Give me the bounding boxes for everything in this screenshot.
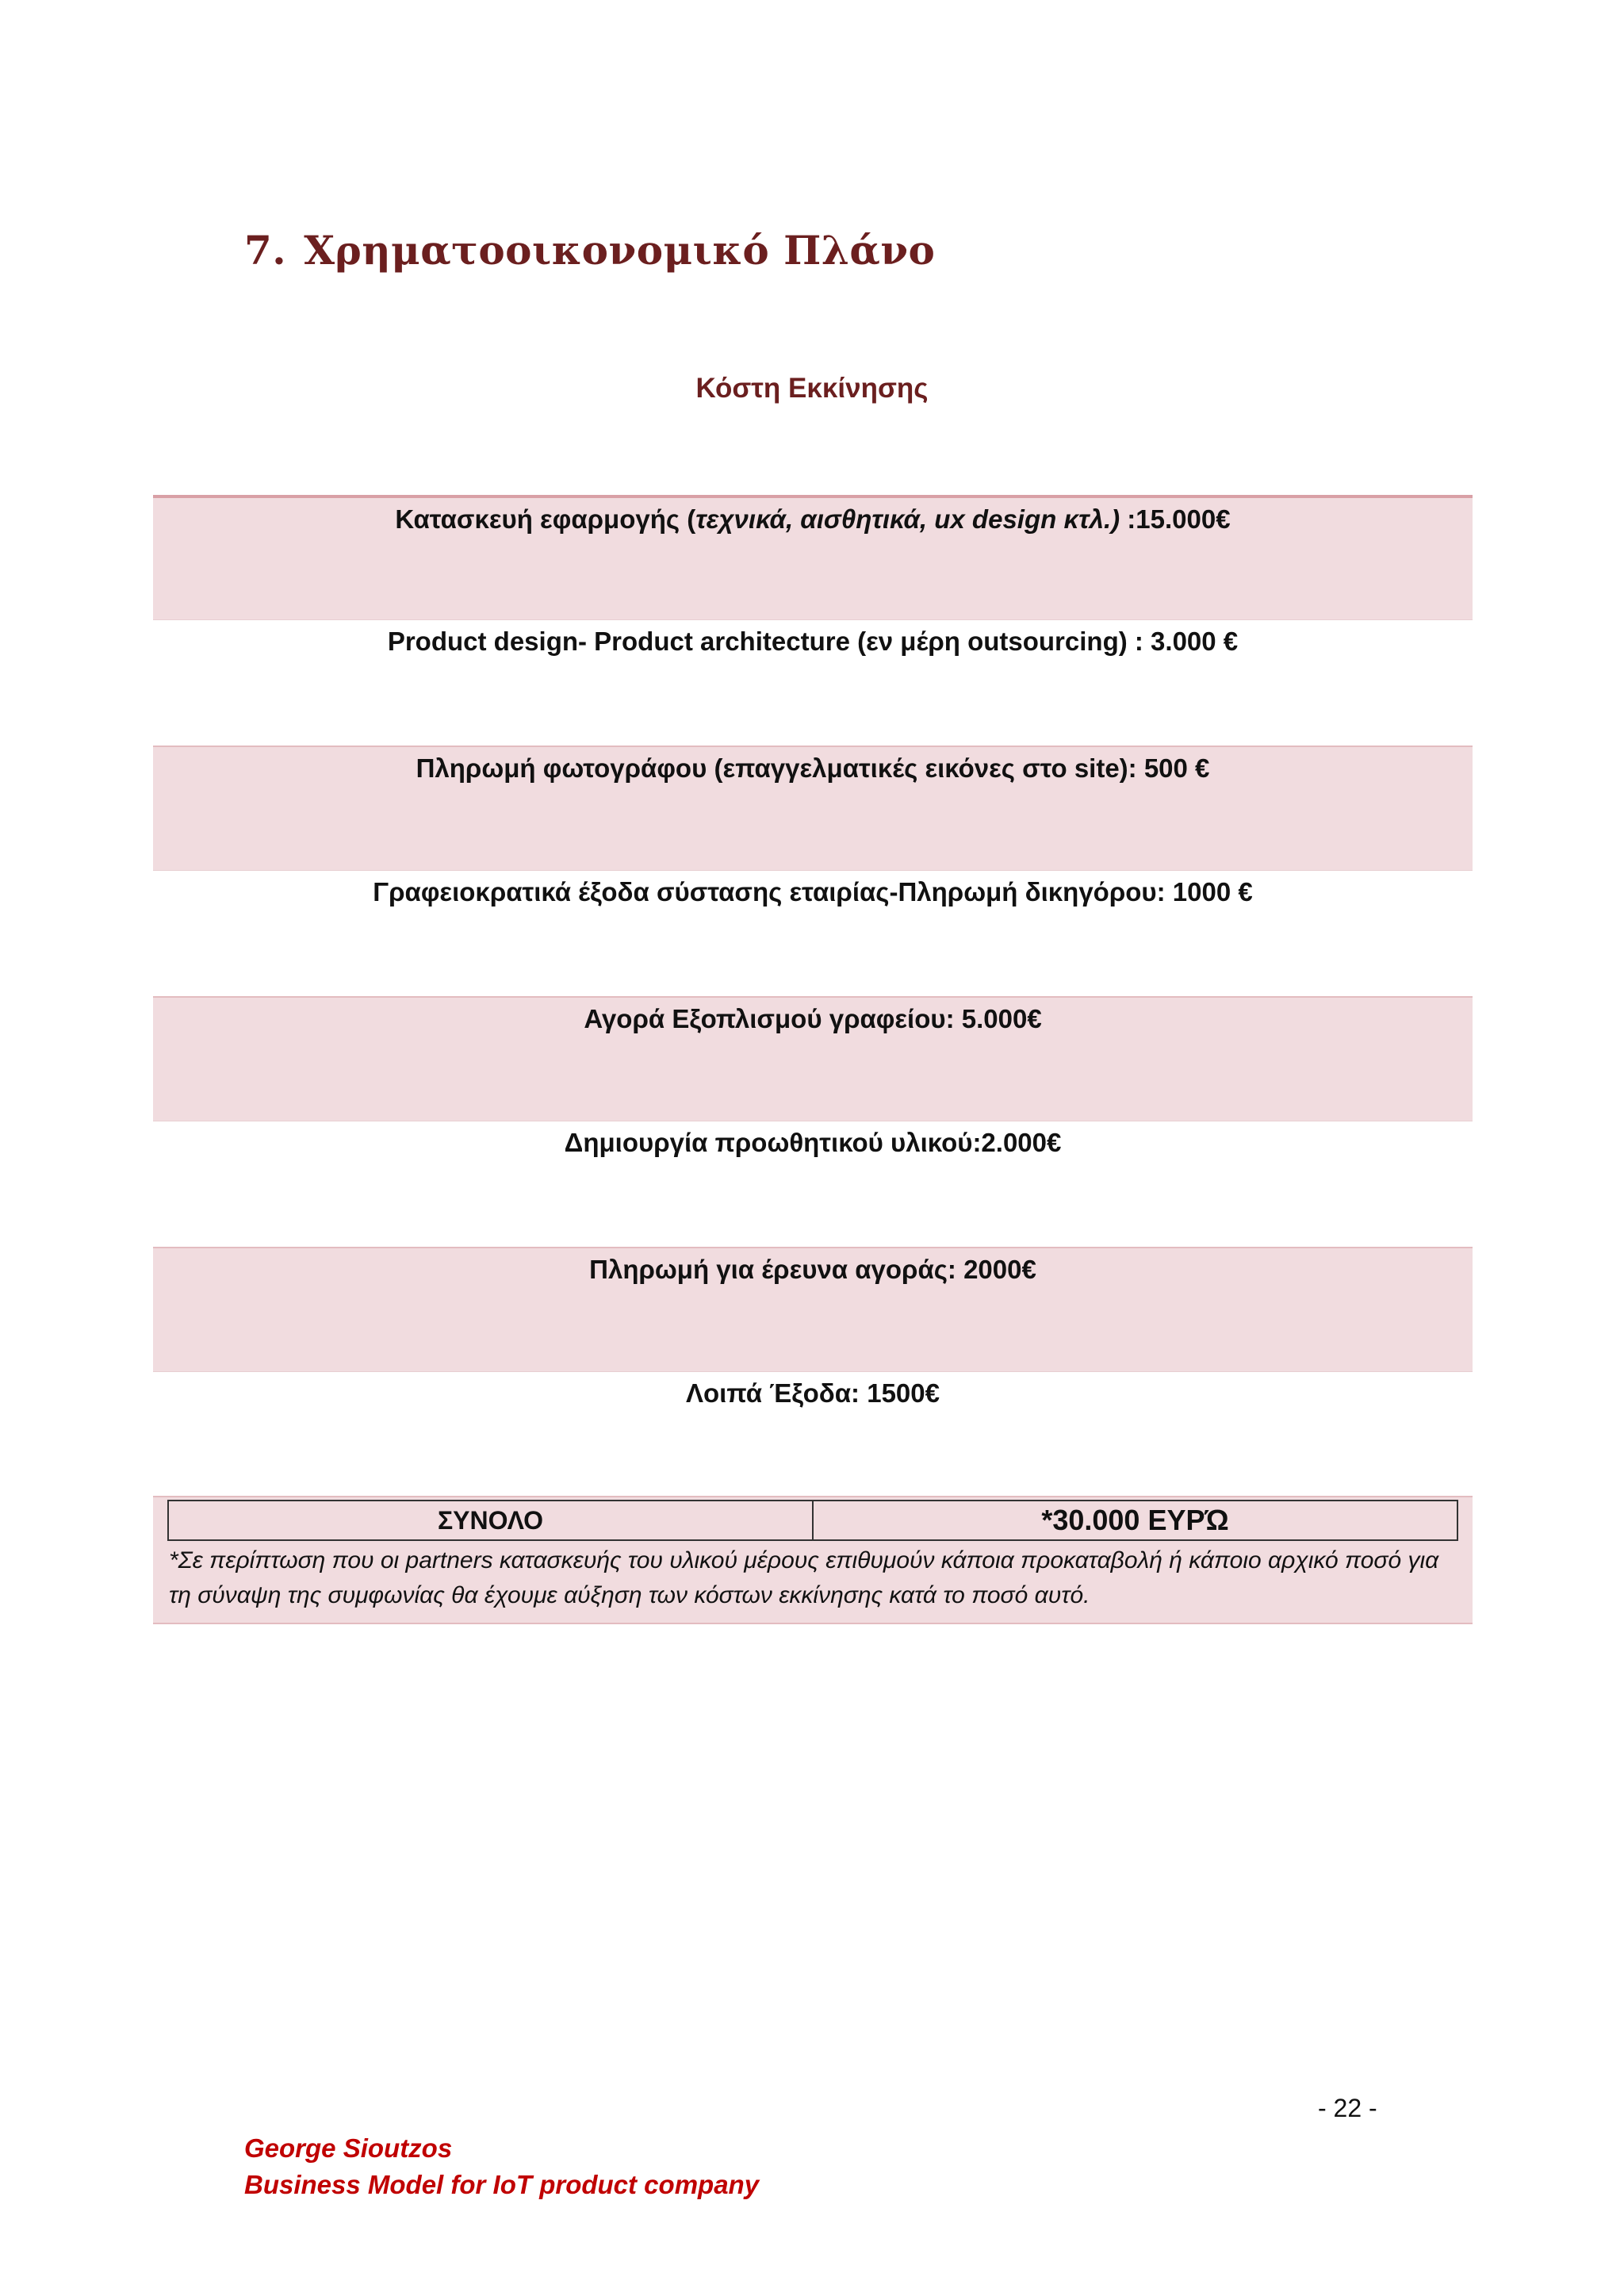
section-heading	[244, 227, 935, 274]
cost-item-text: Λοιπά Έξοδα: 1500€	[686, 1378, 940, 1408]
cost-item-amount: :15.000€	[1120, 504, 1231, 534]
cost-item-italic: τεχνικά, αισθητικά, ux design κτλ.)	[695, 504, 1120, 534]
cost-row	[153, 495, 1473, 620]
cost-row	[153, 1372, 1473, 1497]
cost-row	[153, 871, 1473, 996]
cost-item-text: Πληρωμή φωτογράφου (επαγγελματικές εικόνες στο site): 500 €	[416, 753, 1210, 783]
total-label: ΣΥΝΟΛΟ	[169, 1501, 814, 1539]
cost-item-text: Δημιουργία προωθητικού υλικού:2.000€	[564, 1128, 1062, 1157]
startup-costs-subheading: Κόστη Εκκίνησης	[695, 373, 929, 404]
cost-item-text: Αγορά Εξοπλισμού γραφείου: 5.000€	[584, 1004, 1042, 1033]
footer-author: George Sioutzos	[244, 2133, 453, 2163]
cost-item-text: Γραφειοκρατικά έξοδα σύστασης εταιρίας-Πληρωμή δικηγόρου: 1000 €	[373, 877, 1253, 907]
cost-row	[153, 1121, 1473, 1247]
cost-item-text: Product design- Product architecture (εν μέρη outsourcing) : 3.000 €	[387, 627, 1239, 656]
startup-costs-table	[153, 495, 1473, 1497]
cost-row	[153, 746, 1473, 871]
total-footnote: *Σε περίπτωση που οι partners κατασκευής του υλικού μέρους επιθυμούν κάποια προκαταβολή ή κάποιο αρχικό ποσό για τη σύναψη της συμφωνίας θα έχουμε αύξηση των κόστων εκκίνησης κατά το ποσό αυτό.	[169, 1547, 1439, 1608]
section-title: Χρηματοοικονομικό Πλάνο	[304, 227, 936, 274]
cost-item-text: Πληρωμή για έρευνα αγοράς: 2000€	[589, 1255, 1036, 1284]
cost-row	[153, 620, 1473, 746]
cost-row	[153, 1247, 1473, 1372]
total-block	[153, 1496, 1473, 1624]
cost-row	[153, 996, 1473, 1121]
total-table	[167, 1500, 1458, 1541]
section-number: 7.	[244, 227, 287, 274]
total-value: *30.000 ΕΥΡΏ	[1041, 1504, 1229, 1536]
page-footer	[244, 2130, 759, 2203]
page-number: - 22 -	[1318, 2094, 1377, 2122]
footer-title: Business Model for IoT product company	[244, 2170, 760, 2199]
cost-item-text: Κατασκευή εφαρμογής (	[395, 504, 696, 534]
